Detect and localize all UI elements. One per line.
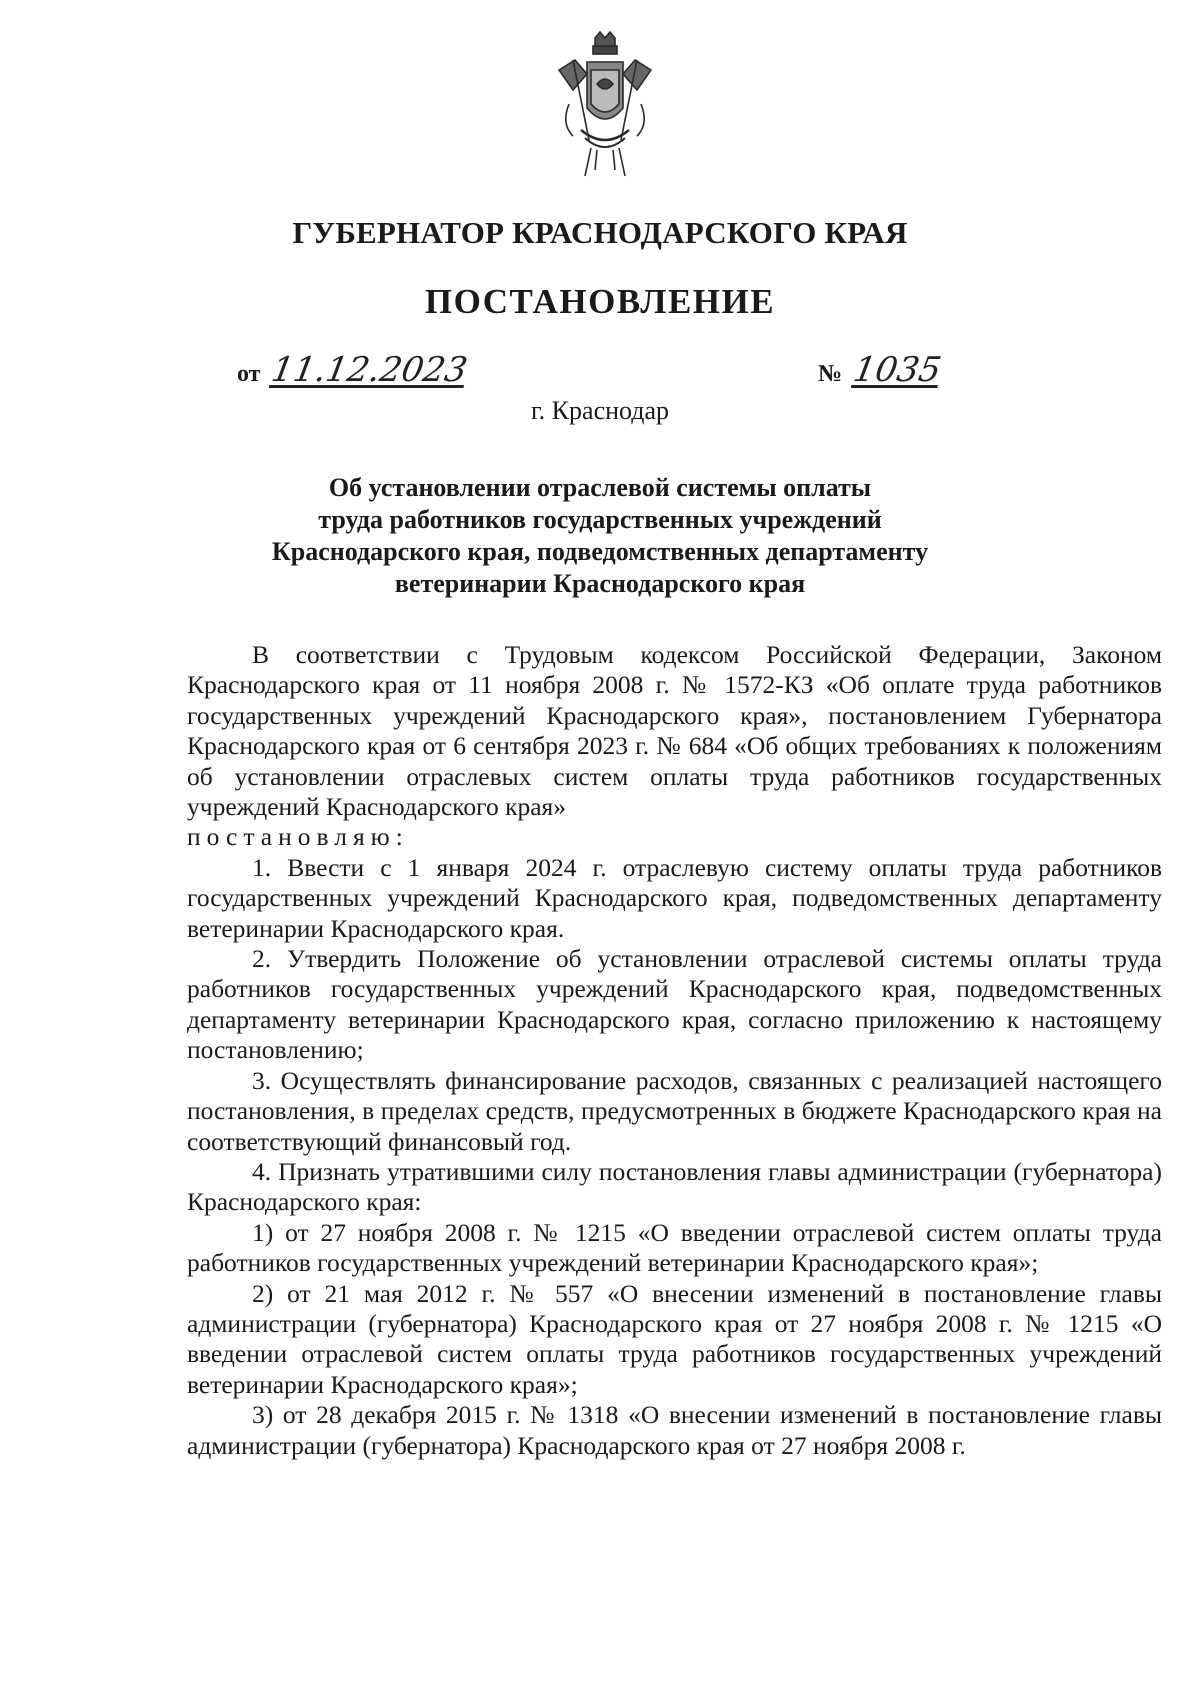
city: г. Краснодар (530, 396, 670, 425)
org-title: ГУБЕРНАТОР КРАСНОДАРСКОГО КРАЯ (292, 215, 908, 250)
subject-line: Краснодарского края, подведомственных департаменту (271, 537, 929, 566)
document-type: ПОСТАНОВЛЕНИЕ (424, 282, 776, 321)
subitem-3: 3) от 28 декабря 2015 г. № 1318 «О внесении изменений в постановление главы администрации (губернатора) Краснодарского края от 27 ноября 2008 г. (187, 1400, 1162, 1460)
decree-word: постановляю: (187, 822, 409, 852)
document-number (818, 350, 971, 390)
coat-of-arms-icon (545, 30, 665, 180)
number-prefix: № (818, 361, 843, 387)
subject-line: труда работников государственных учреждений (318, 505, 882, 534)
subject-line: ветеринарии Краснодарского края (394, 569, 806, 598)
document-body (187, 640, 1162, 1461)
item-4: 4. Признать утратившими силу постановления главы администрации (губернатора) Краснодарского края: (187, 1156, 1162, 1217)
date-prefix: от (237, 361, 261, 387)
number-value: 1035 (850, 350, 945, 390)
document-subject (0, 472, 1200, 600)
subitem-1: 1) от 27 ноября 2008 г. № 1215 «О введении отраслевой систем оплаты труда работников государственных учреждений ветеринарии Краснодарского края»; (187, 1217, 1162, 1278)
preamble: В соответствии с Трудовым кодексом Российской Федерации, Законом Краснодарского края от 11 ноября 2008 г. № 1572-КЗ «Об оплате труда работников государственных учреждений Краснодарского края», постановлением Губернатора Краснодарского края от 6 сентября 2023 г. № 684 «Об общих требованиях к положениям об установлении отраслевых систем оплаты труда работников государственных учреждений Краснодарского края» (187, 640, 1162, 822)
item-1: 1. Ввести с 1 января 2024 г. отраслевую систему оплаты труда работников государственных учреждений Краснодарского края, подведомственных департаменту ветеринарии Краснодарского края. (187, 852, 1162, 943)
document-date (237, 350, 471, 390)
date-value: 11.12.2023 (268, 350, 471, 390)
subject-line: Об установлении отраслевой системы оплаты (328, 473, 872, 502)
item-3: 3. Осуществлять финансирование расходов, связанных с реализацией настоящего постановления, в пределах средств, предусмотренных в бюджете Краснодарского края на соответствующий финансовый год. (187, 1065, 1162, 1156)
item-2: 2. Утвердить Положение об установлении отраслевой системы оплаты труда работников государственных учреждений Краснодарского края, подведомственных департаменту ветеринарии Краснодарского края, согласно приложению к настоящему постановлению; (187, 944, 1162, 1065)
subitem-2: 2) от 21 мая 2012 г. № 557 «О внесении изменений в постановление главы администрации (губернатора) Краснодарского края от 27 ноября 2008 г. № 1215 «О введении отраслевой систем оплаты труда работников государственных учреждений ветеринарии Краснодарского края»; (187, 1278, 1162, 1399)
